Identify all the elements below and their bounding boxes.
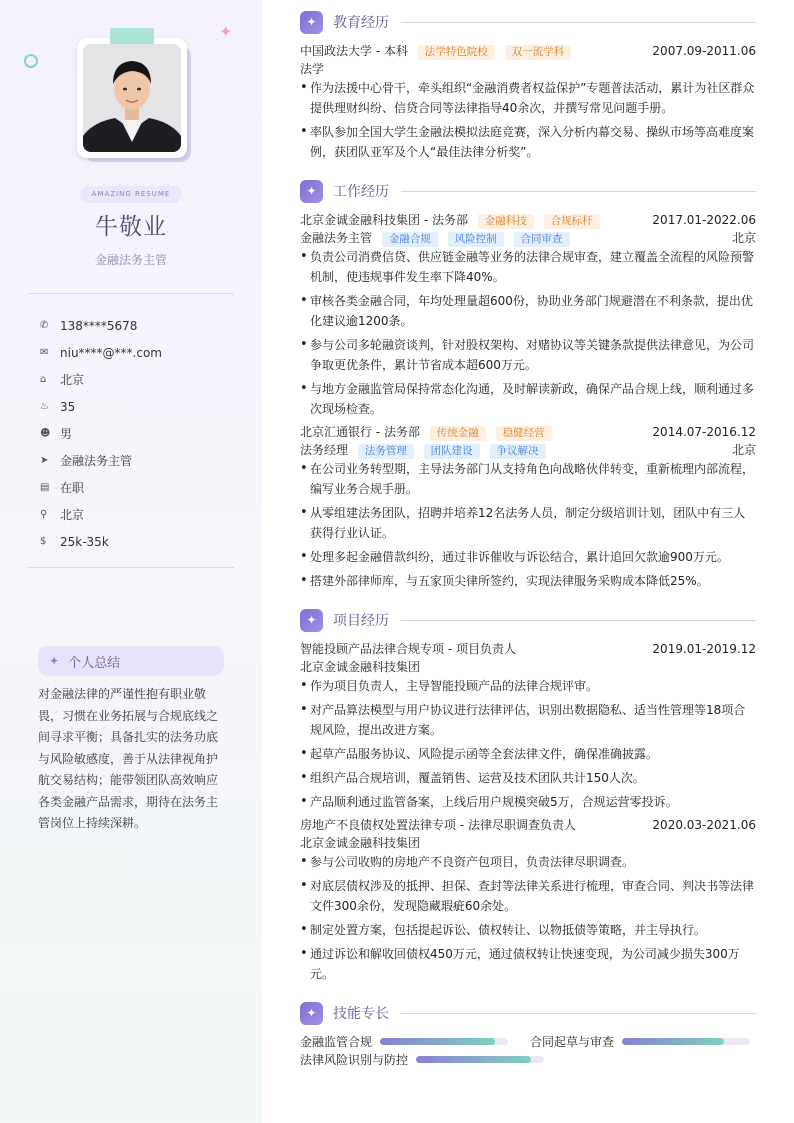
education-date: 2007.09-2011.06 — [652, 44, 756, 58]
school-tag: 法学特色院校 — [418, 45, 495, 60]
info-row-home — [40, 366, 162, 393]
company-tag: 金融科技 — [478, 214, 534, 229]
job-position-row — [300, 441, 756, 459]
section-title: 工作经历 — [333, 184, 389, 200]
section-rule — [401, 620, 756, 621]
list-item: • 与地方金融监管局保持常态化沟通，及时解读新政，确保产品合规上线，顺利通过多次现场检查。 — [300, 379, 756, 419]
candidate-title: 金融法务主管 — [94, 253, 167, 267]
info-row-email — [40, 339, 162, 366]
info-row-phone — [40, 312, 162, 339]
info-value: 138****5678 — [60, 318, 138, 333]
job-company-row — [300, 211, 756, 229]
section-title: 技能专长 — [333, 1006, 389, 1022]
info-value: 35 — [60, 399, 76, 414]
school-name: 中国政法大学 - 本科 — [300, 44, 408, 58]
skill-bar-fill — [380, 1038, 495, 1045]
list-item: • 产品顺利通过监管备案，上线后用户规模突破5万，合规运营零投诉。 — [300, 792, 756, 812]
photo-tape — [110, 28, 154, 44]
project-name: 智能投顾产品法律合规专项 - 项目负责人 — [300, 642, 516, 656]
list-item: • 对产品算法模型与用户协议进行法律评估，识别出数据隐私、适当性管理等18项合规风险，提出改进方案。 — [300, 700, 756, 740]
mail-icon: ✉ — [40, 347, 49, 358]
info-value: 在职 — [60, 481, 85, 495]
avatar — [83, 44, 181, 152]
section-title: 项目经历 — [333, 613, 389, 629]
section-title: 教育经历 — [333, 15, 389, 31]
info-value: 北京 — [60, 373, 85, 387]
project-date: 2020.03-2021.06 — [652, 818, 756, 832]
skill-name: 合同起草与审查 — [530, 1035, 615, 1049]
position-tag: 金融合规 — [382, 232, 438, 247]
position-name: 金融法务主管 — [300, 231, 373, 245]
skill-bar-fill — [622, 1038, 724, 1045]
project-name: 房地产不良债权处置法律专项 - 法律尽职调查负责人 — [300, 818, 576, 832]
sparkle-icon: ✦ — [219, 22, 233, 41]
section-rule — [401, 191, 756, 192]
list-item: • 在公司业务转型期，主导法务部门从支持角色向战略伙伴转变，重新梳理内部流程，编写业务合规手册。 — [300, 459, 756, 499]
company-name: 北京汇通银行 - 法务部 — [300, 425, 420, 439]
list-item: • 参与公司多轮融资谈判，针对股权架构、对赌协议等关键条款提供法律意见，为公司争取更优条件，累计节省成本超600万元。 — [300, 335, 756, 375]
info-row-status — [40, 474, 162, 501]
job-city: 北京 — [731, 443, 756, 457]
person-portrait-icon — [83, 44, 181, 152]
candidate-name: 牛敬业 — [95, 214, 167, 240]
company-tag: 稳健经营 — [496, 426, 552, 441]
list-item: • 作为项目负责人，主导智能投顾产品的法律合规评审。 — [300, 676, 756, 696]
info-row-gender — [40, 420, 162, 447]
summary-title: 个人总结 — [68, 655, 121, 671]
project-org: 北京金诚金融科技集团 — [300, 660, 421, 674]
sparkle-icon: ✦ — [49, 654, 60, 668]
skill-bar — [622, 1038, 750, 1045]
education-school-row — [300, 42, 756, 60]
skill-bar — [416, 1056, 544, 1063]
gender-icon: ☻ — [40, 428, 51, 439]
section-rule — [401, 1013, 756, 1014]
resume-badge: AMAZING RESUME — [80, 186, 182, 203]
list-item: • 组织产品合规培训，覆盖销售、运营及技术团队共计150人次。 — [300, 768, 756, 788]
section-projects-header — [300, 608, 756, 632]
cake-icon: ♨ — [40, 401, 49, 412]
job-date: 2014.07-2016.12 — [652, 425, 756, 439]
phone-icon: ✆ — [40, 320, 49, 331]
info-value: 男 — [60, 427, 73, 441]
location-pin-icon: ⚲ — [40, 509, 48, 520]
send-icon: ➤ — [40, 455, 49, 466]
list-item: • 制定处置方案，包括提起诉讼、债权转让、以物抵债等策略，并主导执行。 — [300, 920, 756, 940]
decorative-ring — [24, 54, 38, 68]
info-row-age — [40, 393, 162, 420]
sparkle-icon: ✦ — [300, 609, 323, 632]
list-item: • 审核各类金融合同，年均处理量超600份，协助业务部门规避潜在不利条款，提出优化建议逾1200条。 — [300, 291, 756, 331]
project-date: 2019.01-2019.12 — [652, 642, 756, 656]
list-item: • 负责公司消费信贷、供应链金融等业务的法律合规审查，建立覆盖全流程的风险预警机制，使违规事件发生率下降40%。 — [300, 247, 756, 287]
position-tag: 争议解决 — [490, 444, 546, 459]
info-value: 金融法务主管 — [60, 454, 133, 468]
info-value: 北京 — [60, 508, 85, 522]
sparkle-icon: ✦ — [300, 1002, 323, 1025]
list-item: • 参与公司收购的房地产不良资产包项目，负责法律尽职调查。 — [300, 852, 756, 872]
section-education-header — [300, 10, 756, 34]
list-item: • 搭建外部律师库，与五家顶尖律所签约，实现法律服务采购成本降低25%。 — [300, 571, 756, 591]
sparkle-icon: ✦ — [300, 11, 323, 34]
job-city: 北京 — [731, 231, 756, 245]
job-position-row — [300, 229, 756, 247]
list-item: • 率队参加全国大学生金融法模拟法庭竞赛，深入分析内幕交易、操纵市场等高难度案例，获团队亚军及个人“最佳法律分析奖”。 — [300, 122, 756, 162]
position-tag: 团队建设 — [424, 444, 480, 459]
list-item: • 对底层债权涉及的抵押、担保、查封等法律关系进行梳理，审查合同、判决书等法律文件300余份，发现隐藏瑕疵60余处。 — [300, 876, 756, 916]
school-tag: 双一流学科 — [505, 45, 572, 60]
photo-frame — [77, 38, 187, 158]
position-tag: 合同审查 — [514, 232, 570, 247]
education-major: 法学 — [300, 62, 325, 76]
list-item: • 从零组建法务团队，招聘并培养12名法务人员，制定分级培训计划，团队中有三人获得行业认证。 — [300, 503, 756, 543]
position-name: 法务经理 — [300, 443, 349, 457]
sidebar — [0, 0, 262, 1123]
home-icon: ⌂ — [40, 374, 47, 385]
position-tag: 法务管理 — [358, 444, 414, 459]
list-item: • 通过诉讼和解收回债权450万元，通过债权转让快速变现，为公司减少损失300万元。 — [300, 944, 756, 984]
skill-name: 金融监管合规 — [300, 1035, 373, 1049]
info-value: 25k-35k — [60, 534, 109, 549]
salary-icon: $ — [40, 536, 47, 547]
company-tag: 传统金融 — [430, 426, 486, 441]
divider — [28, 293, 234, 294]
company-name: 北京金诚金融科技集团 - 法务部 — [300, 213, 468, 227]
project-name-row — [300, 816, 756, 834]
sparkle-icon: ✦ — [300, 180, 323, 203]
section-skills-header — [300, 1001, 756, 1025]
summary-header — [38, 646, 224, 676]
position-tag: 风险控制 — [448, 232, 504, 247]
contact-info-list — [40, 312, 162, 555]
section-rule — [401, 22, 756, 23]
info-value: niu****@***.com — [60, 345, 162, 360]
briefcase-icon: ▤ — [40, 482, 50, 493]
info-row-location — [40, 501, 162, 528]
profile-photo — [77, 38, 187, 158]
project-org: 北京金诚金融科技集团 — [300, 836, 421, 850]
divider — [28, 567, 234, 568]
info-row-salary — [40, 528, 162, 555]
list-item: • 起草产品服务协议、风险提示函等全套法律文件，确保准确披露。 — [300, 744, 756, 764]
info-row-target-role — [40, 447, 162, 474]
section-work-header — [300, 179, 756, 203]
skill-bar — [380, 1038, 508, 1045]
summary-text: 对金融法律的严谨性抱有职业敬畏，习惯在业务拓展与合规底线之间寻求平衡；具备扎实的法务功底与风险敏感度，善于从法律视角护航交易结构；能带领团队高效响应各类金融产品需求，期待在法务主管岗位上持续深耕。 — [38, 687, 219, 830]
list-item: • 处理多起金融借款纠纷，通过非诉催收与诉讼结合，累计追回欠款逾900万元。 — [300, 547, 756, 567]
skill-bar-fill — [416, 1056, 531, 1063]
job-company-row — [300, 423, 756, 441]
job-date: 2017.01-2022.06 — [652, 213, 756, 227]
project-name-row — [300, 640, 756, 658]
list-item: • 作为法援中心骨干，牵头组织“金融消费者权益保护”专题普法活动，累计为社区群众提供理财纠纷、信贷合同等法律指导40余次，并撰写常见问题手册。 — [300, 78, 756, 118]
skill-name: 法律风险识别与防控 — [300, 1053, 409, 1067]
company-tag: 合规标杆 — [544, 214, 600, 229]
